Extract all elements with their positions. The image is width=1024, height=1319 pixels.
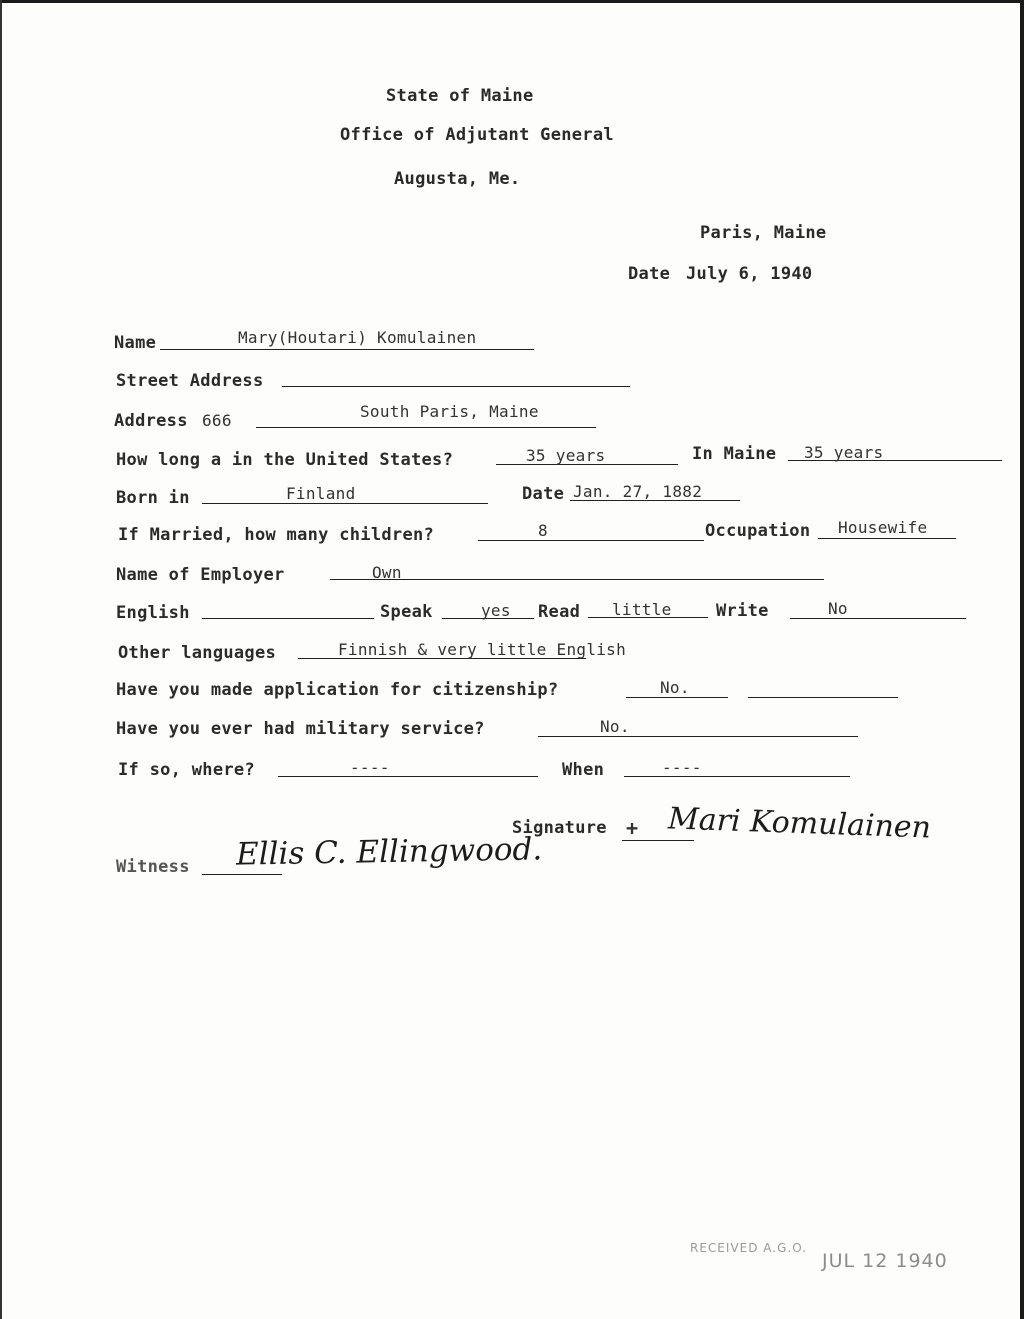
born-value: Finland [286,484,356,503]
read-label: Read [538,602,581,622]
name-label: Name [114,333,157,353]
us-value: 35 years [526,446,606,465]
write-value: No [828,599,848,618]
maine-label: In Maine [692,444,777,464]
place: Paris, Maine [700,223,827,243]
birthdate-label: Date [522,484,565,504]
children-line [478,540,704,541]
name-value: Mary(Houtari) Komulainen [238,328,477,347]
speak-value: yes [481,601,511,620]
born-label: Born in [116,488,190,508]
employer-value: Own [372,563,402,582]
street-label: Street Address [116,371,264,391]
received-stamp-date: JUL 12 1940 [822,1250,948,1272]
maine-value: 35 years [804,443,884,462]
write-line [790,618,966,619]
address-value: South Paris, Maine [360,402,539,421]
street-line [282,386,630,387]
signature-handwritten: Mari Komulainen [667,801,932,846]
citizenship-value: No. [660,678,690,697]
citizenship-line [626,697,728,698]
where-label: If so, where? [118,760,255,780]
military-label: Have you ever had military service? [116,719,485,739]
header-office: Office of Adjutant General [340,125,614,145]
employer-label: Name of Employer [116,565,285,585]
when-line [624,776,850,777]
address-number: 666 [202,411,232,430]
other-lang-label: Other languages [118,643,277,663]
header-state: State of Maine [386,86,534,106]
birthdate-value: Jan. 27, 1882 [573,482,703,501]
military-value: No. [600,717,630,736]
witness-label: Witness [116,857,190,877]
english-line [202,618,374,619]
citizenship-label: Have you made application for citizenship? [116,680,559,700]
english-label: English [116,603,190,623]
signature-line [622,840,694,841]
children-value: 8 [538,521,548,540]
date-value: July 6, 1940 [686,264,813,284]
occupation-label: Occupation [705,521,811,541]
children-label: If Married, how many children? [118,525,435,545]
signature-label: Signature [512,818,607,838]
when-value: ---- [662,758,702,777]
us-label: How long a in the United States? [116,450,454,470]
write-label: Write [716,601,769,621]
born-line [202,503,488,504]
occupation-line [818,538,956,539]
signature-mark: + [626,816,639,840]
where-line [278,776,538,777]
occupation-value: Housewife [838,518,928,537]
witness-signature: Ellis C. Ellingwood. [235,831,543,873]
read-value: little [612,600,672,619]
speak-label: Speak [380,602,433,622]
address-line [256,427,596,428]
where-value: ---- [350,758,390,777]
header-city: Augusta, Me. [394,169,521,189]
scan-edge-top [0,0,1024,3]
employer-line [330,579,824,580]
other-lang-value: Finnish & very little English [338,640,627,659]
scan-edge-right [1020,0,1024,1319]
citizenship-line-2 [748,697,898,698]
address-label: Address [114,411,188,431]
when-label: When [562,760,605,780]
scan-edge-left [0,0,2,1319]
military-line [538,736,858,737]
received-stamp: RECEIVED A.G.O. [690,1241,807,1255]
name-line [160,349,534,350]
witness-line [202,874,282,875]
date-label: Date [628,264,671,284]
